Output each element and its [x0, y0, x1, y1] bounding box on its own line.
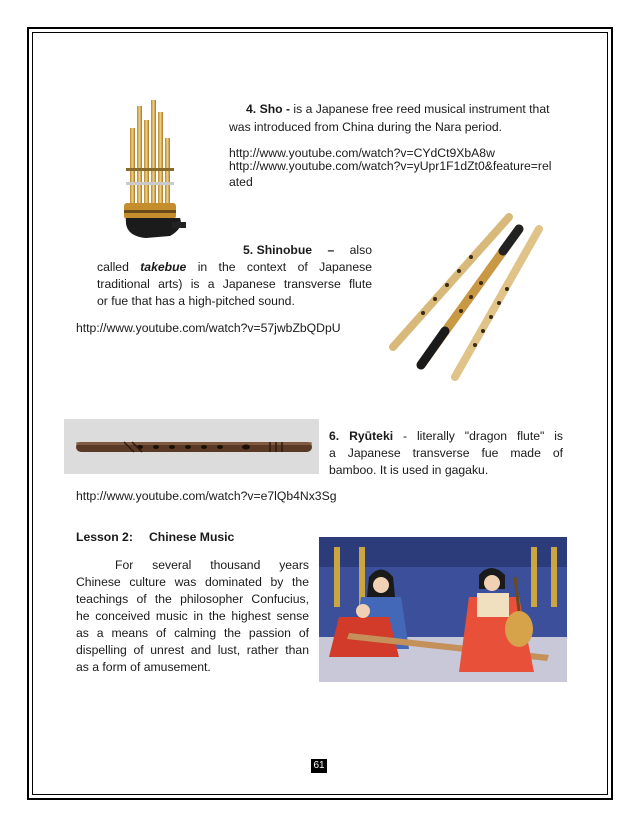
sho-name: Sho - — [259, 102, 291, 116]
ryuteki-name: Ryūteki — [349, 429, 394, 443]
shinobue-also: also — [349, 243, 372, 257]
lesson-para-line5: as a means of calming the passion of — [76, 626, 309, 640]
lesson-para-line6: dispelling of unrest and lust, rather than — [76, 643, 309, 657]
lesson-para-line1: For several thousand years — [115, 558, 309, 572]
shinobue-url[interactable]: http://www.youtube.com/watch?v=57jwbZbQDpU — [76, 321, 341, 335]
shinobue-dash: – — [327, 243, 335, 257]
sho-instrument-image — [118, 98, 190, 240]
shinobue-line3: traditional arts) is a Japanese transverse flute — [97, 277, 372, 291]
shinobue-called: called — [97, 260, 129, 274]
ryuteki-flute-image — [64, 419, 319, 474]
lesson-para-line7: as a form of amusement. — [76, 660, 211, 674]
ryuteki-line2: a Japanese transverse fue made of — [329, 446, 563, 460]
lesson-para-line2: Chinese culture was dominated by the — [76, 575, 309, 589]
ryuteki-url[interactable]: http://www.youtube.com/watch?v=e7lQb4Nx3Sg — [76, 489, 337, 503]
shinobue-number: 5. — [243, 243, 254, 257]
shinobue-name: Shinobue — [256, 243, 313, 257]
shinobue-heading-line — [243, 242, 372, 259]
shinobue-line2 — [97, 259, 372, 276]
lesson-para-line3: teachings of the philosopher Confucius, — [76, 592, 309, 606]
lesson-title: Chinese Music — [149, 530, 235, 544]
shinobue-alt-name: takebue — [140, 260, 187, 274]
sho-number: 4. — [246, 102, 257, 116]
sho-url-2-line2[interactable]: ated — [229, 175, 253, 189]
sho-desc-line2: was introduced from China during the Nara period. — [229, 120, 503, 134]
sho-desc-line1: is a Japanese free reed musical instrument that — [293, 102, 550, 116]
ryuteki-number: 6. — [329, 429, 340, 443]
page-number: 61 — [311, 759, 327, 773]
sho-heading-line — [246, 101, 550, 118]
shinobue-line2-rest: in the context of Japanese — [197, 260, 372, 274]
ryuteki-line3: bamboo. It is used in gagaku. — [329, 463, 489, 477]
shinobue-flutes-image — [383, 207, 550, 384]
sho-url-2-line1[interactable]: http://www.youtube.com/watch?v=yUpr1F1dZt0&feature=rel — [229, 159, 552, 173]
ryuteki-line1 — [329, 428, 563, 445]
chinese-musicians-photo — [319, 537, 567, 682]
sho-url-1[interactable]: http://www.youtube.com/watch?v=CYdCt9XbA8w — [229, 146, 495, 160]
lesson-para-line4: he conceived music in the highest sense — [76, 609, 309, 623]
lesson-label: Lesson 2: — [76, 530, 133, 544]
ryuteki-line1-rest: - literally "dragon flute" is — [403, 429, 564, 443]
shinobue-line4: or fue that has a high-pitched sound. — [97, 294, 295, 308]
